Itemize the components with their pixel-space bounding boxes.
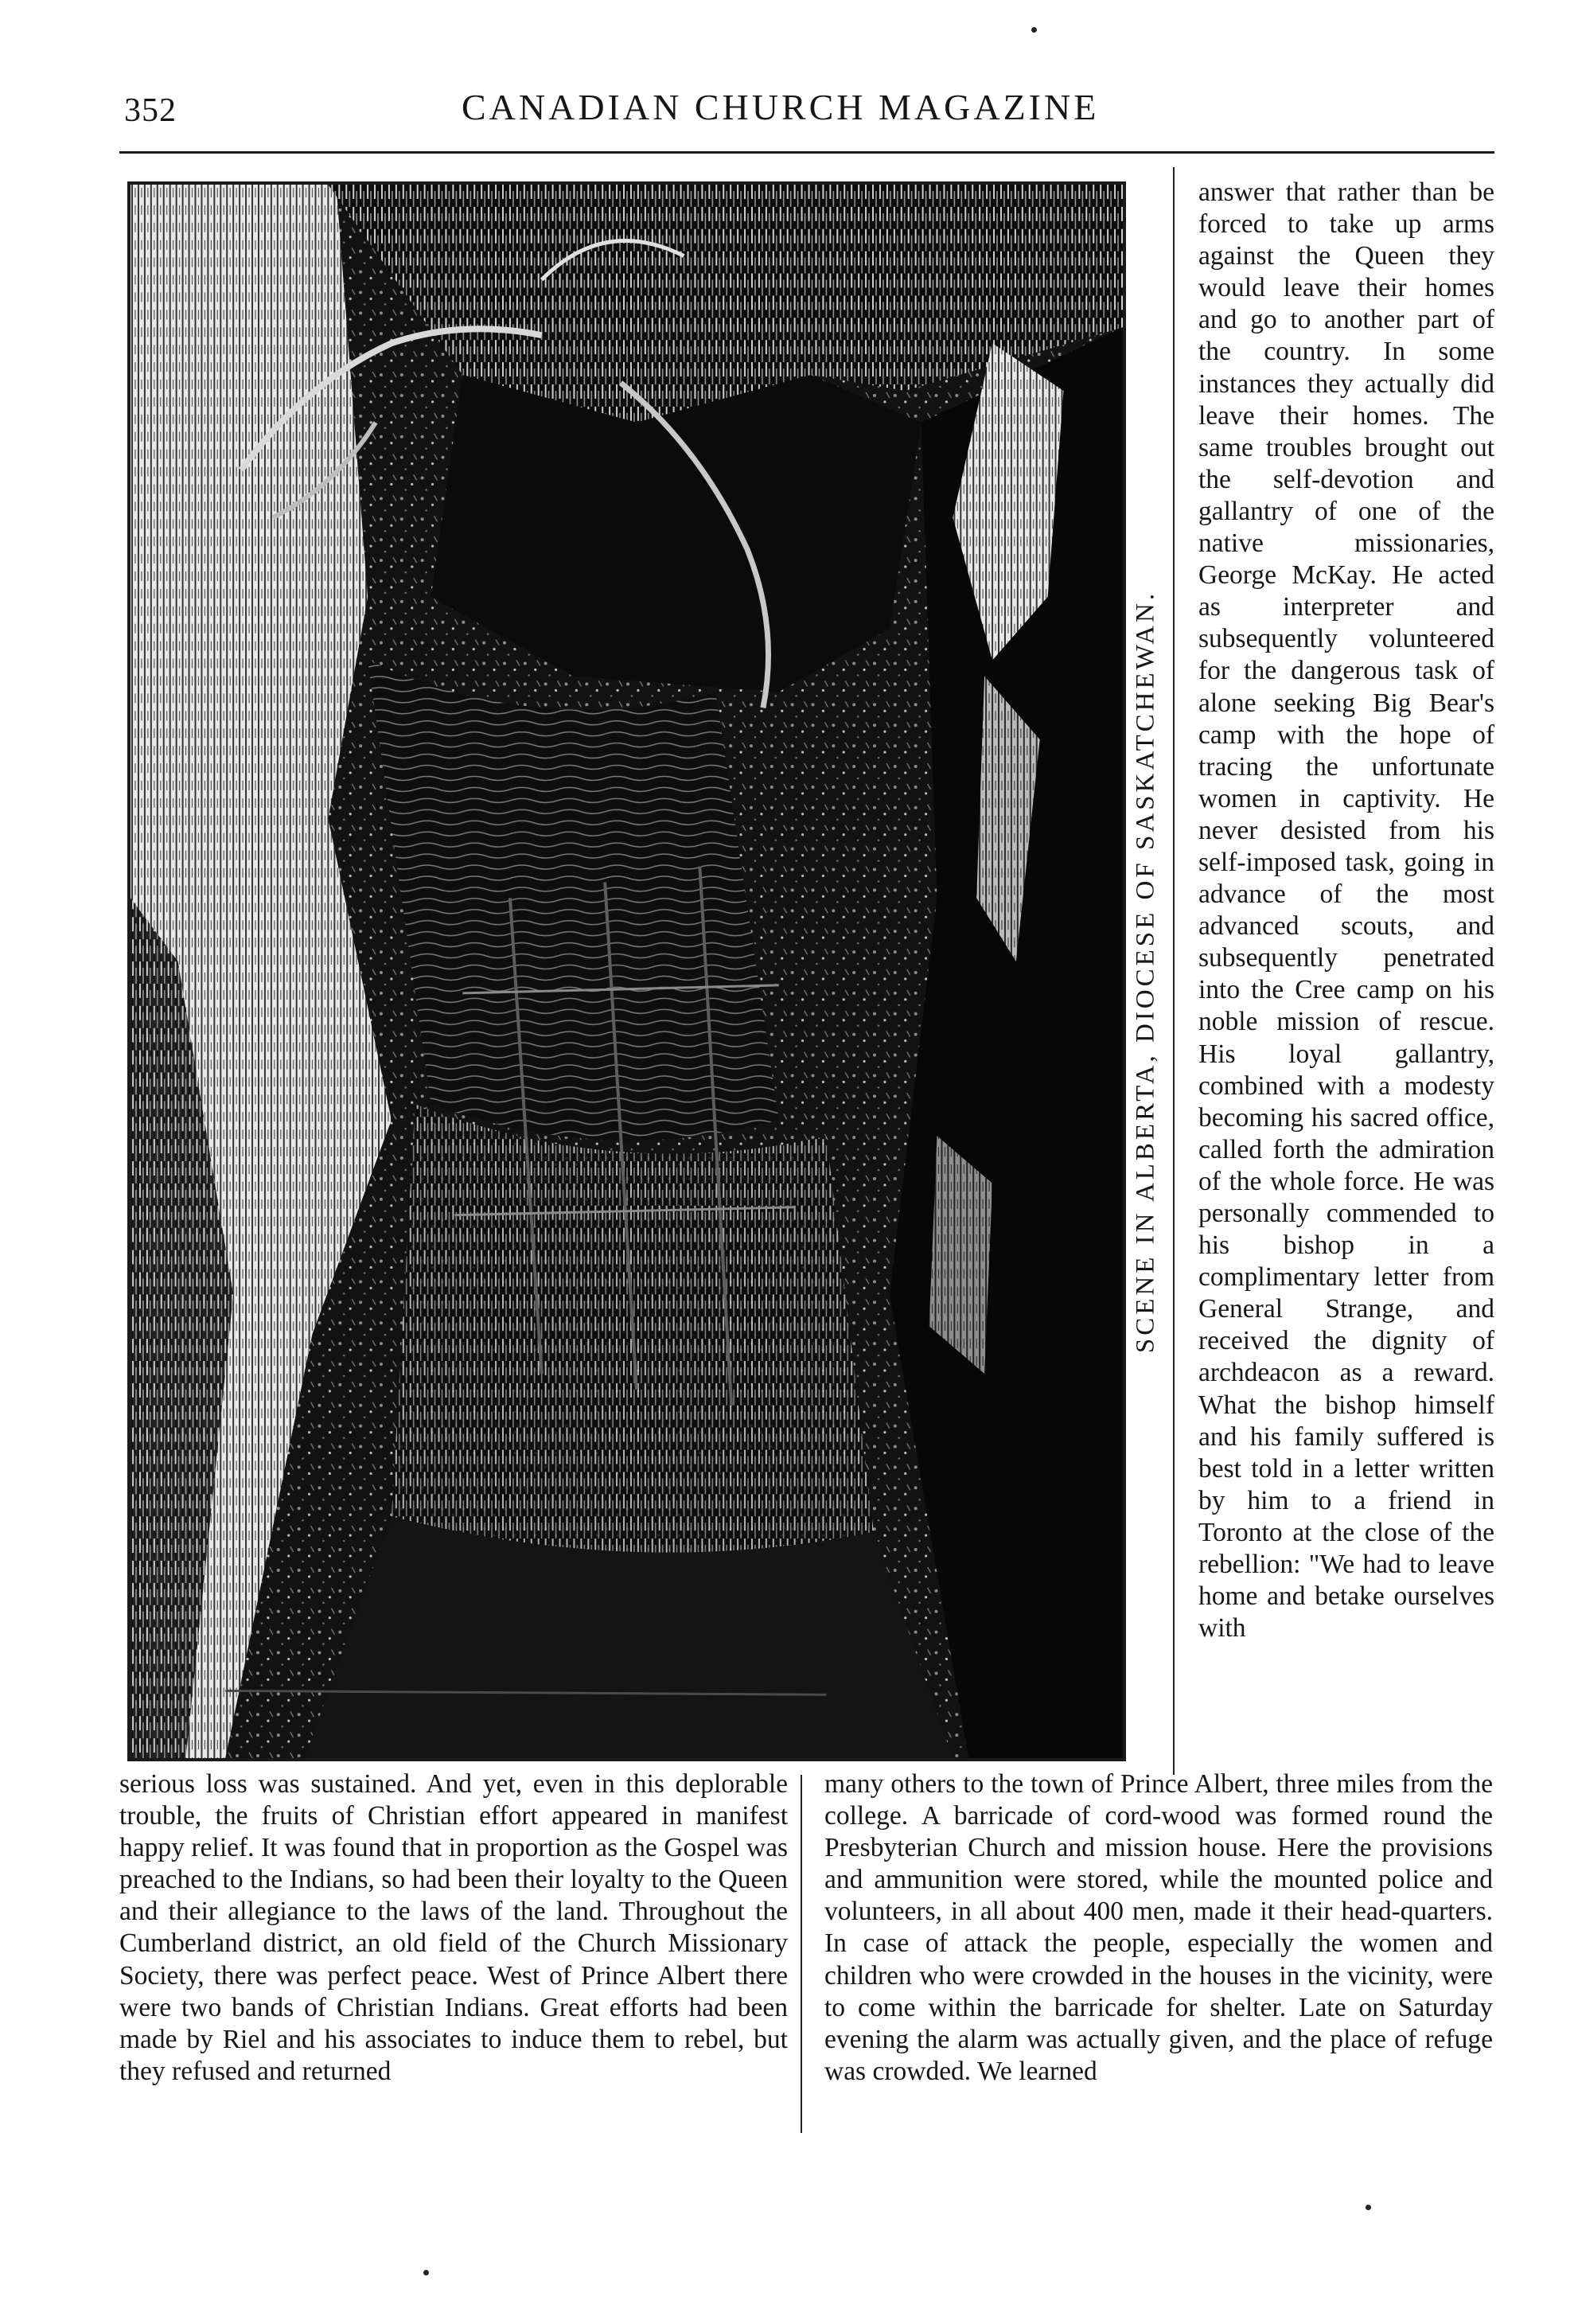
engraving-artwork bbox=[131, 185, 1123, 1758]
ornament-dot bbox=[1031, 27, 1037, 33]
right-column-text: answer that rather than be forced to take up arms against the Queen they would leave their homes and go to another part of the country. In some instances they actually did leave their homes. The same troubles brought out the self-devotion and gallantry of one of the native missionaries, George McKay. He acted as interpreter and subsequently volunteered for the dangerous task of alone seeking Big Bear's camp with the hope of tracing the unfortunate women in captivity. He never desisted from his self-imposed task, going in advance of the most advanced scouts, and subsequently penetrated into the Cree camp on his noble mission of rescue. His loyal gallantry, combined with a modesty becoming his sacred office, called forth the admiration of the whole force. He was personally commended to his bishop in a complimentary letter from General Strange, and received the dignity of archdeacon as a reward. What the bishop himself and his family suffered is best told in a letter written by him to a friend in Toronto at the close of the rebellion: "We had to leave home and betake ourselves with bbox=[1198, 177, 1494, 1644]
column-rule-right bbox=[1173, 167, 1175, 1775]
ornament-dot bbox=[1366, 2205, 1371, 2210]
column-rule-bottom bbox=[801, 1775, 802, 2133]
engraving-illustration bbox=[127, 181, 1126, 1761]
ornament-dot bbox=[423, 2270, 429, 2275]
header-rule bbox=[119, 151, 1494, 154]
illustration-caption-box bbox=[1122, 181, 1170, 1761]
bottom-left-column-text: serious loss was sustained. And yet, even in this deplorable trouble, the fruits of Christian effort appeared in manifest happy relief. It was found that in proportion as the Gospel was preached to the Indians, so had been their loyalty to the Queen and their allegiance to the laws of the land. Throughout the Cumberland district, an old field of the Church Missionary Society, there was perfect peace. West of Prince Albert there were two bands of Christian Indians. Great efforts had been made by Riel and his associates to induce them to rebel, but they refused and returned bbox=[119, 1769, 788, 2086]
page-number: 352 bbox=[124, 92, 177, 129]
running-title: CANADIAN CHURCH MAGAZINE bbox=[462, 87, 1100, 127]
bottom-right-column-text: many others to the town of Prince Albert, three miles from the college. A barricade of cord-wood was formed round the Presbyterian Church and mission house. Here the provisions and ammunition were stored, while the mounted police and volunteers, in all about 400 men, made it their head-quarters. In case of attack the people, especially the women and children who were crowded in the houses in the vicinity, were to come within the barricade for shelter. Late on Saturday evening the alarm was actually given, and the place of refuge was crowded. We learned bbox=[824, 1769, 1493, 2086]
illustration-caption: SCENE IN ALBERTA, DIOCESE OF SASKATCHEWAN. bbox=[1131, 590, 1160, 1353]
